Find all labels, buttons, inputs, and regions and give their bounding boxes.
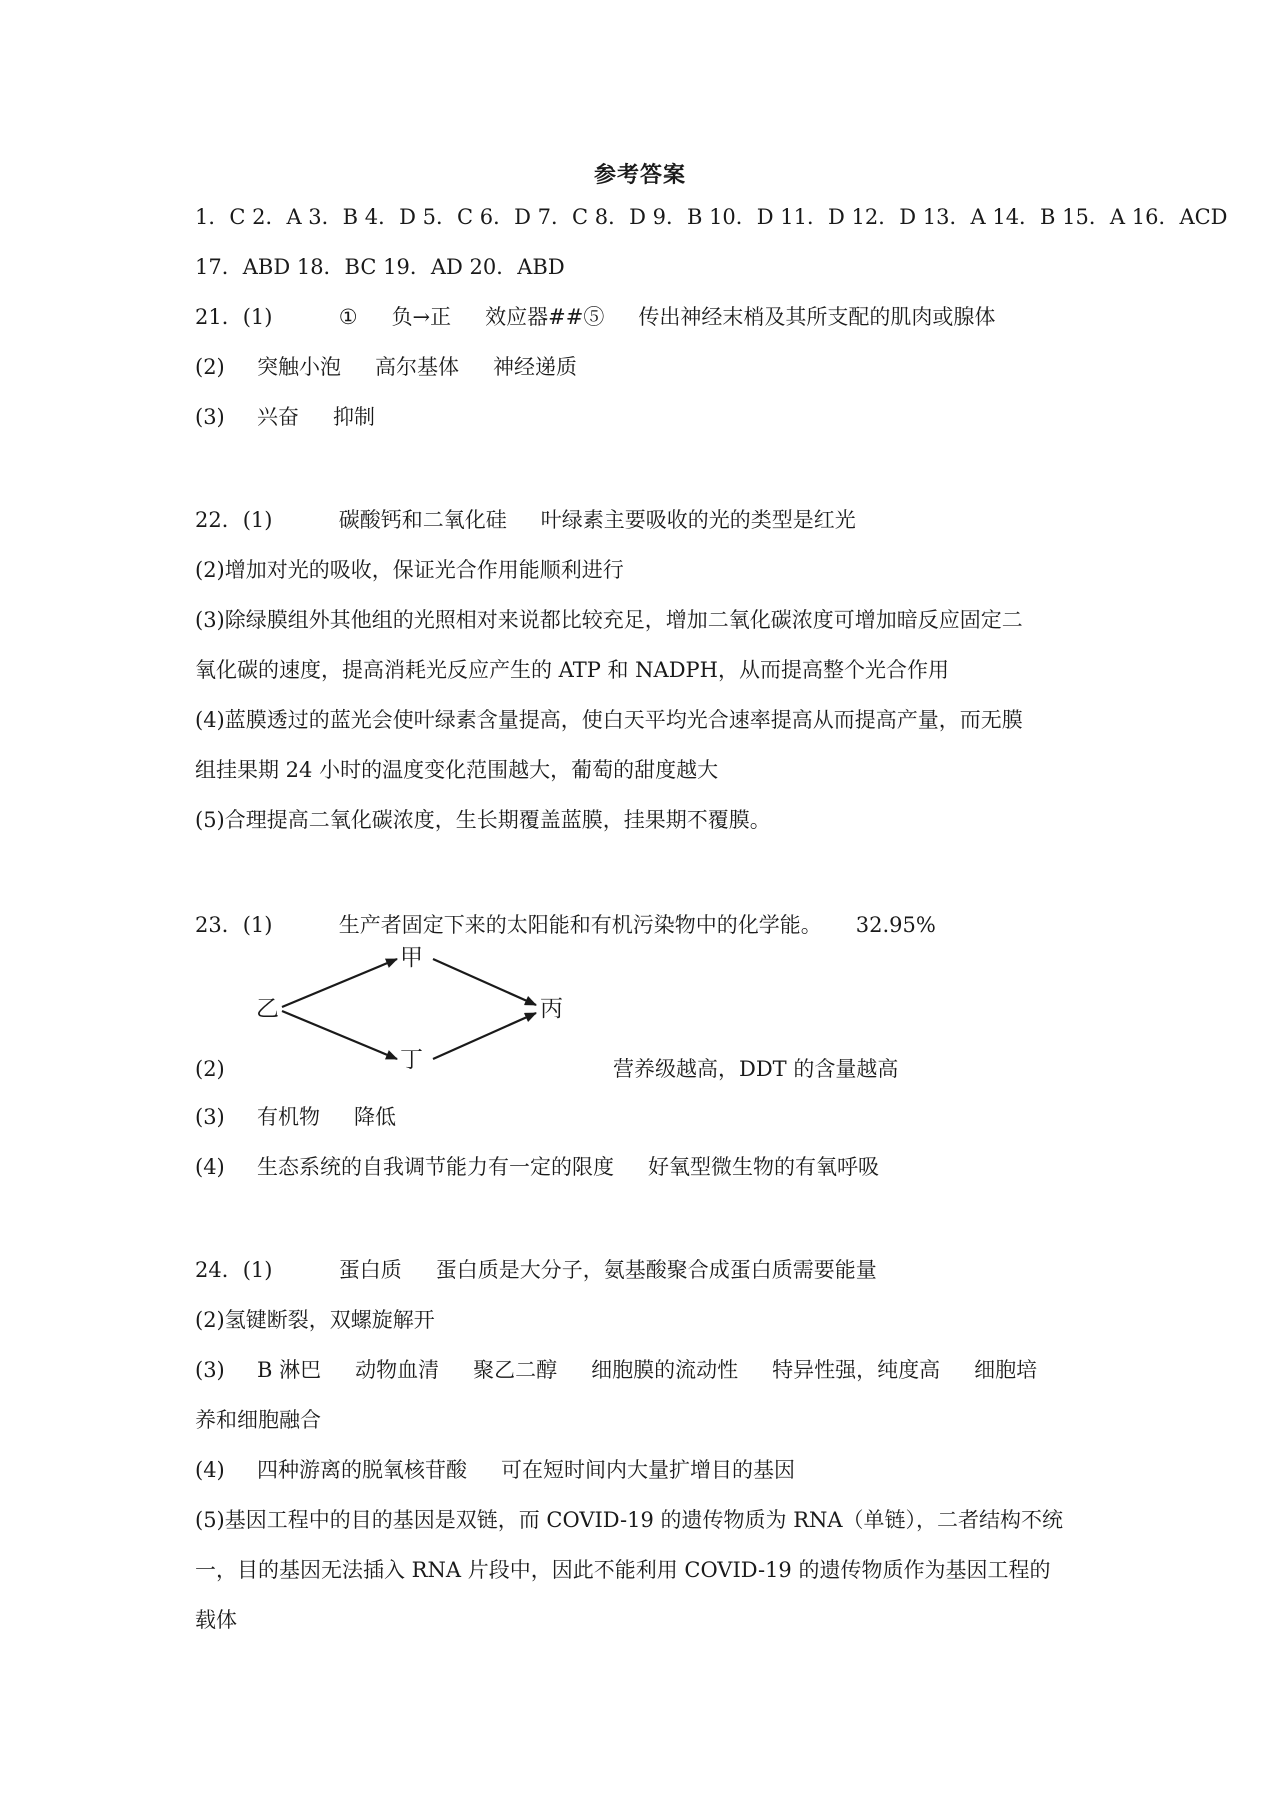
q22-p1-label: (1) (242, 508, 273, 532)
q23-p1-label: (1) (242, 913, 273, 937)
node-ding: 丁 (400, 1047, 423, 1073)
arrow-ding-to-bing (433, 1013, 536, 1059)
q23-p3-label: (3) (195, 1105, 225, 1129)
q24-p3-answer-6: 细胞培 (974, 1358, 1038, 1382)
q24-part5-line1: (5)基因工程中的目的基因是双链，而 COVID-19 的遗传物质为 RNA（单链），二者结构不统 (195, 1508, 1064, 1532)
q21-number: 21． (195, 305, 243, 329)
q22-part5: (5)合理提高二氧化碳浓度，生长期覆盖蓝膜，挂果期不覆膜。 (195, 808, 771, 832)
q21-p2-answer-1: 突触小泡 (257, 355, 341, 379)
node-yi: 乙 (256, 996, 279, 1022)
q21-p3-label: (3) (195, 405, 225, 429)
q22-part3-line1: (3)除绿膜组外其他组的光照相对来说都比较充足，增加二氧化碳浓度可增加暗反应固定二 (195, 608, 1023, 632)
q23-p2-answer-1: 营养级越高，DDT 的含量越高 (613, 1057, 899, 1081)
q23-p4-answer-2: 好氧型微生物的有氧呼吸 (648, 1155, 879, 1179)
q21-p3-answer-2: 抑制 (333, 405, 375, 429)
q24-p3-answer-5: 特异性强，纯度高 (772, 1358, 941, 1382)
q24-p4-answer-2: 可在短时间内大量扩增目的基因 (501, 1458, 795, 1482)
mc-answers-line-2: 17．ABD 18．BC 19．AD 20．ABD (195, 255, 565, 279)
q23-p4-label: (4) (195, 1155, 225, 1179)
q24-p3-answer-1: B 淋巴 (257, 1358, 322, 1382)
arrow-jia-to-bing (433, 959, 536, 1005)
q23-p4-answer-1: 生态系统的自我调节能力有一定的限度 (257, 1155, 614, 1179)
q21-p1-answer-4: 传出神经末梢及其所支配的肌肉或腺体 (638, 305, 996, 329)
node-jia: 甲 (400, 945, 423, 971)
q22-part4-line2: 组挂果期 24 小时的温度变化范围越大，葡萄的甜度越大 (195, 758, 719, 782)
node-bing: 丙 (540, 996, 563, 1022)
q21-p2-label: (2) (195, 355, 225, 379)
q22-part4-line1: (4)蓝膜透过的蓝光会使叶绿素含量提高，使白天平均光合速率提高从而提高产量，而无膜 (195, 708, 1023, 732)
q24-p1-answer-2: 蛋白质是大分子，氨基酸聚合成蛋白质需要能量 (435, 1258, 877, 1282)
q22-part1 (195, 505, 856, 535)
q21-part1 (195, 302, 995, 332)
q21-p1-answer-2: 负→正 (391, 305, 452, 329)
q21-p2-answer-3: 神经递质 (493, 355, 577, 379)
arrow-yi-to-ding (282, 1011, 397, 1059)
q22-p1-answer-1: 碳酸钙和二氧化硅 (338, 508, 507, 532)
q24-p3-answer-4: 细胞膜的流动性 (591, 1358, 739, 1382)
q23-p3-answer-1: 有机物 (257, 1105, 320, 1129)
q24-p1-answer-1: 蛋白质 (338, 1258, 402, 1282)
q23-number: 23． (195, 913, 243, 937)
q24-p3-answer-3: 聚乙二醇 (473, 1358, 558, 1382)
q21-part3 (195, 402, 375, 432)
q24-p3-label: (3) (195, 1358, 225, 1382)
q23-part4 (195, 1152, 879, 1182)
q23-p1-answer-1: 生产者固定下来的太阳能和有机污染物中的化学能。 (338, 913, 822, 937)
q24-part3-line1 (195, 1355, 1037, 1385)
q22-part3-line2: 氧化碳的速度，提高消耗光反应产生的 ATP 和 NADPH，从而提高整个光合作用 (195, 658, 949, 682)
q22-part2: (2)增加对光的吸收，保证光合作用能顺利进行 (195, 558, 624, 582)
q24-part4 (195, 1455, 795, 1485)
q23-part1 (195, 910, 936, 940)
q23-p2-label: (2) (195, 1057, 225, 1081)
q22-number: 22． (195, 508, 243, 532)
q24-p4-label: (4) (195, 1458, 225, 1482)
q21-p1-answer-3: 效应器##⑤ (485, 305, 605, 329)
q24-p3-answer-2: 动物血清 (355, 1358, 440, 1382)
q24-number: 24． (195, 1258, 243, 1282)
q24-p1-label: (1) (242, 1258, 273, 1282)
q21-p3-answer-1: 兴奋 (257, 405, 299, 429)
q24-part5-line2: 一，目的基因无法插入 RNA 片段中，因此不能利用 COVID-19 的遗传物质作为基因工程的 (195, 1558, 1051, 1582)
q22-p1-answer-2: 叶绿素主要吸收的光的类型是红光 (540, 508, 856, 532)
q21-p1-label: (1) (242, 305, 273, 329)
q24-part1 (195, 1255, 877, 1285)
q21-p1-answer-1: ① (338, 305, 358, 329)
q23-part3 (195, 1102, 396, 1132)
q21-p2-answer-2: 高尔基体 (375, 355, 459, 379)
q24-p4-answer-1: 四种游离的脱氧核苷酸 (257, 1458, 467, 1482)
page-title: 参考答案 (593, 162, 686, 188)
q24-part2: (2)氢键断裂，双螺旋解开 (195, 1308, 435, 1332)
q21-part2 (195, 352, 577, 382)
arrow-yi-to-jia (282, 959, 397, 1007)
q23-p1-answer-2: 32.95% (855, 913, 936, 937)
q23-p3-answer-2: 降低 (354, 1105, 396, 1129)
q24-part5-line3: 载体 (195, 1608, 237, 1632)
q24-part3-line2: 养和细胞融合 (195, 1408, 321, 1432)
q23-part2 (195, 1054, 898, 1084)
mc-answers-line-1: 1．C 2．A 3．B 4．D 5．C 6．D 7．C 8．D 9．B 10．D 11．D 12．D 13．A 14．B 15．A 16．ACD (195, 205, 1228, 229)
